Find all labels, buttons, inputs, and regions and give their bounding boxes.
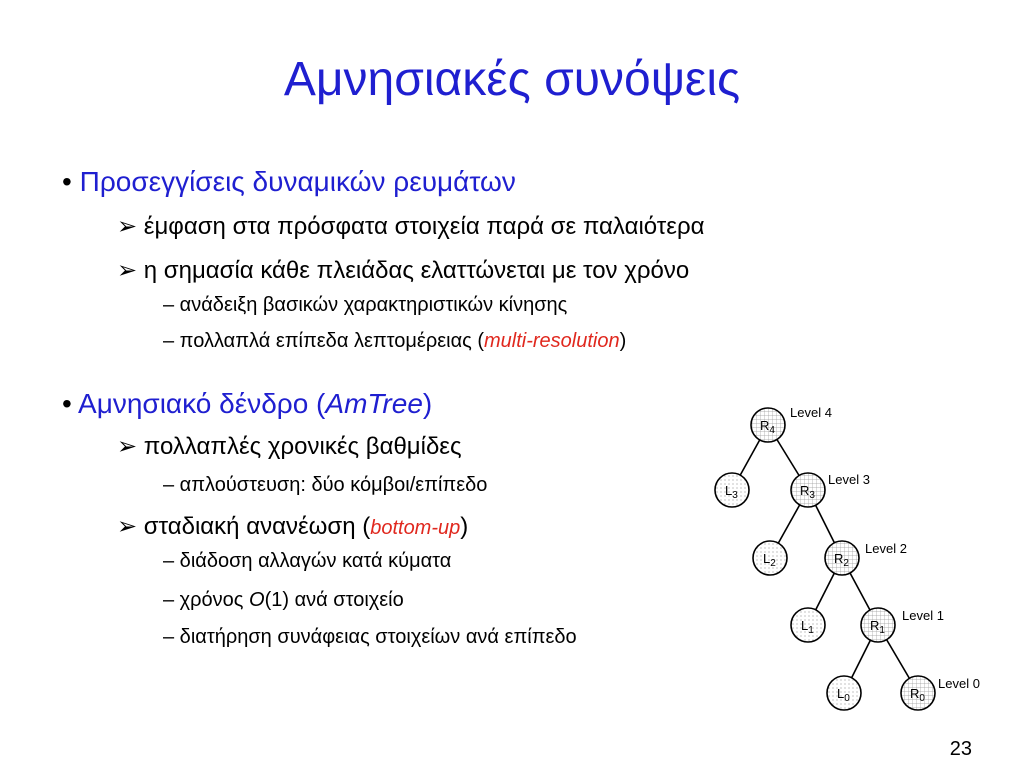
section1-sub2	[117, 256, 689, 285]
arrow-bullet-icon: ➢	[117, 213, 138, 240]
node-r2	[825, 541, 859, 575]
section2-sub1	[117, 432, 462, 461]
node-l3-sub: 3	[732, 490, 738, 501]
section2-heading-pre: Αμνησιακό δένδρο (	[78, 388, 326, 419]
section2-sub2-post: )	[460, 513, 469, 540]
node-l3	[715, 473, 749, 507]
node-r0	[901, 676, 935, 710]
section2-sub2b-post: (1) ανά στοιχείο	[264, 589, 404, 611]
section1-heading-text: Προσεγγίσεις δυναμικών ρευμάτων	[79, 166, 516, 197]
section1-sub2a: – ανάδειξη βασικών χαρακτηριστικών κίνησης	[163, 294, 568, 316]
node-r4-base: R	[760, 418, 770, 433]
node-r3-base: R	[800, 483, 810, 498]
level-2-label: Level 2	[865, 541, 907, 556]
node-r4	[751, 408, 785, 442]
multi-resolution-term: multi-resolution	[484, 330, 620, 352]
node-r3	[791, 473, 825, 507]
node-r2-sub: 2	[843, 558, 849, 569]
section2-sub2b	[163, 589, 404, 612]
section2-sub2	[117, 512, 468, 541]
node-r3-sub: 3	[809, 490, 815, 501]
node-r4-sub: 4	[769, 425, 775, 436]
node-l2-base: L	[763, 551, 771, 566]
bullet-icon: •	[62, 388, 72, 419]
section2-sub2c: – διατήρηση συνάφειας στοιχείων ανά επίπεδο	[163, 626, 577, 648]
node-l1-base: L	[801, 618, 809, 633]
section2-sub1a: – απλούστευση: δύο κόμβοι/επίπεδο	[163, 474, 488, 496]
node-r1-base: R	[870, 618, 880, 633]
node-l0-sub: 0	[844, 693, 850, 704]
node-l0-base: L	[837, 686, 845, 701]
section1-sub2b-post: )	[619, 330, 627, 352]
node-l2	[753, 541, 787, 575]
node-r2-base: R	[834, 551, 844, 566]
node-r1-sub: 1	[879, 625, 885, 636]
section2-heading-post: )	[422, 388, 433, 419]
node-l0	[827, 676, 861, 710]
node-l3-base: L	[725, 483, 733, 498]
big-o-symbol: O	[249, 589, 265, 611]
bullet-icon: •	[62, 166, 72, 197]
section2-sub2b-pre: – χρόνος	[163, 589, 249, 611]
section2-sub2a: – διάδοση αλλαγών κατά κύματα	[163, 550, 452, 572]
section1-sub1-text: έμφαση στα πρόσφατα στοιχεία παρά σε παλαιότερα	[143, 213, 705, 240]
section2-heading	[62, 388, 432, 420]
node-r0-base: R	[910, 686, 920, 701]
amtree-diagram	[700, 395, 1020, 735]
level-3-label: Level 3	[828, 472, 870, 487]
slide-title: Αμνησιακές συνόψεις	[283, 53, 741, 106]
node-r1	[861, 608, 895, 642]
level-1-label: Level 1	[902, 608, 944, 623]
section1-heading	[62, 166, 516, 198]
section2-sub1-text: πολλαπλές χρονικές βαθμίδες	[143, 433, 462, 460]
arrow-bullet-icon: ➢	[117, 513, 138, 540]
section1-sub2b	[163, 330, 626, 353]
section2-sub2-pre: σταδιακή ανανέωση (	[143, 513, 371, 540]
node-l1	[791, 608, 825, 642]
bottom-up-term: bottom-up	[370, 517, 461, 539]
level-4-label: Level 4	[790, 405, 832, 420]
node-r0-sub: 0	[919, 693, 925, 704]
arrow-bullet-icon: ➢	[117, 257, 138, 284]
level-0-label: Level 0	[938, 676, 980, 691]
section1-sub2b-pre: – πολλαπλά επίπεδα λεπτομέρειας (	[163, 330, 484, 352]
arrow-bullet-icon: ➢	[117, 433, 138, 460]
section1-sub2-text: η σημασία κάθε πλειάδας ελαττώνεται με τον χρόνο	[143, 257, 690, 284]
amtree-term: AmTree	[325, 388, 423, 419]
node-l1-sub: 1	[808, 625, 814, 636]
section1-sub1	[117, 212, 705, 241]
node-l2-sub: 2	[770, 558, 776, 569]
slide-number: 23	[949, 738, 972, 760]
